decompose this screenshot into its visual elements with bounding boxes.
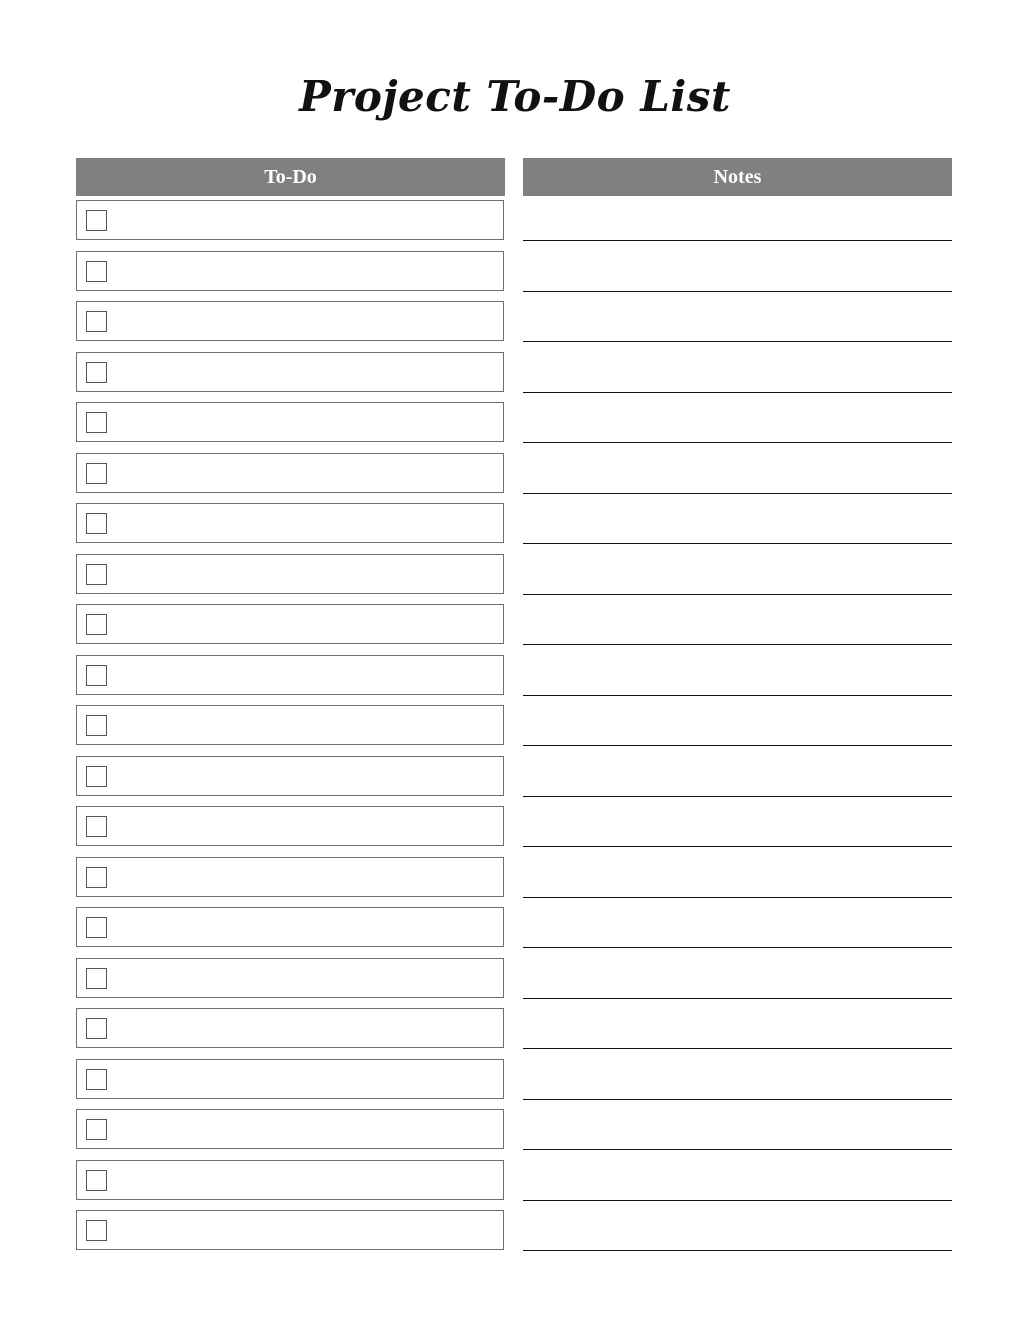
checkbox[interactable] — [86, 1170, 107, 1191]
notes-line[interactable] — [523, 1099, 952, 1100]
notes-line[interactable] — [523, 1200, 952, 1201]
checkbox[interactable] — [86, 463, 107, 484]
todo-row[interactable] — [76, 857, 504, 897]
todo-row[interactable] — [76, 907, 504, 947]
checkbox[interactable] — [86, 665, 107, 686]
todo-row[interactable] — [76, 1059, 504, 1099]
todo-row[interactable] — [76, 554, 504, 594]
todo-row[interactable] — [76, 1109, 504, 1149]
todo-column-header: To-Do — [76, 158, 505, 196]
notes-line[interactable] — [523, 392, 952, 393]
checkbox[interactable] — [86, 1018, 107, 1039]
checkbox[interactable] — [86, 816, 107, 837]
notes-line[interactable] — [523, 543, 952, 544]
checkbox[interactable] — [86, 311, 107, 332]
notes-line[interactable] — [523, 1250, 952, 1251]
checkbox[interactable] — [86, 261, 107, 282]
notes-line[interactable] — [523, 745, 952, 746]
todo-row[interactable] — [76, 251, 504, 291]
checkbox[interactable] — [86, 1069, 107, 1090]
todo-row[interactable] — [76, 200, 504, 240]
checkbox[interactable] — [86, 867, 107, 888]
notes-line[interactable] — [523, 947, 952, 948]
todo-row[interactable] — [76, 453, 504, 493]
notes-line[interactable] — [523, 998, 952, 999]
checkbox[interactable] — [86, 766, 107, 787]
todo-row[interactable] — [76, 1160, 504, 1200]
checkbox[interactable] — [86, 715, 107, 736]
todo-row[interactable] — [76, 1210, 504, 1250]
checkbox[interactable] — [86, 968, 107, 989]
checkbox[interactable] — [86, 917, 107, 938]
todo-row[interactable] — [76, 503, 504, 543]
checkbox[interactable] — [86, 210, 107, 231]
notes-line[interactable] — [523, 493, 952, 494]
checkbox[interactable] — [86, 513, 107, 534]
notes-line[interactable] — [523, 897, 952, 898]
checkbox[interactable] — [86, 1220, 107, 1241]
notes-column-header: Notes — [523, 158, 952, 196]
notes-line[interactable] — [523, 644, 952, 645]
notes-line[interactable] — [523, 1048, 952, 1049]
todo-row[interactable] — [76, 352, 504, 392]
notes-line[interactable] — [523, 291, 952, 292]
notes-line[interactable] — [523, 442, 952, 443]
notes-line[interactable] — [523, 594, 952, 595]
checkbox[interactable] — [86, 362, 107, 383]
todo-row[interactable] — [76, 301, 504, 341]
notes-line[interactable] — [523, 240, 952, 241]
todo-row[interactable] — [76, 958, 504, 998]
todo-row[interactable] — [76, 655, 504, 695]
page-title: Project To-Do List — [299, 72, 731, 121]
checkbox[interactable] — [86, 564, 107, 585]
checkbox[interactable] — [86, 412, 107, 433]
notes-line[interactable] — [523, 341, 952, 342]
todo-row[interactable] — [76, 604, 504, 644]
todo-row[interactable] — [76, 402, 504, 442]
notes-line[interactable] — [523, 695, 952, 696]
notes-line[interactable] — [523, 1149, 952, 1150]
notes-line[interactable] — [523, 846, 952, 847]
todo-row[interactable] — [76, 756, 504, 796]
todo-row[interactable] — [76, 1008, 504, 1048]
todo-row[interactable] — [76, 705, 504, 745]
checkbox[interactable] — [86, 614, 107, 635]
notes-line[interactable] — [523, 796, 952, 797]
todo-row[interactable] — [76, 806, 504, 846]
checkbox[interactable] — [86, 1119, 107, 1140]
